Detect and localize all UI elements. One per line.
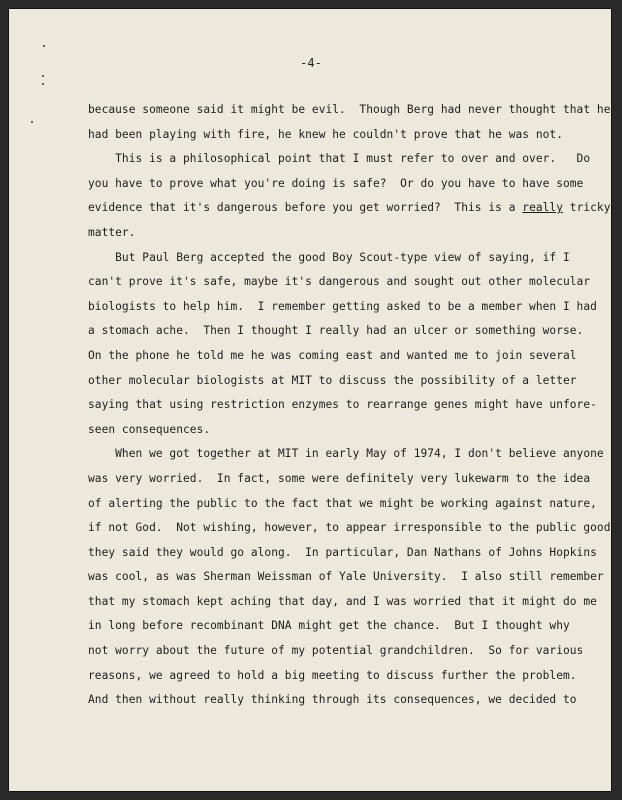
text-line (88, 295, 597, 320)
text-line (88, 442, 604, 467)
text-line (88, 467, 591, 492)
margin-mark (43, 45, 45, 47)
text-line (88, 344, 577, 369)
text-segment: in long before recombinant DNA might get the chance. But I thought why (88, 619, 570, 633)
text-segment: they said they would go along. In particular, Dan Nathans of Johns Hopkins (88, 545, 597, 559)
text-line (88, 614, 570, 639)
text-segment: was very worried. In fact, some were definitely very lukewarm to the idea (88, 471, 591, 485)
text-segment: When we got together at MIT in early May of 1974, I don't believe anyone (88, 447, 604, 461)
text-line (88, 492, 597, 517)
text-segment: can't prove it's safe, maybe it's dangerous and sought out other molecular (88, 275, 591, 289)
text-line (88, 196, 611, 221)
text-segment: evidence that it's dangerous before you get worried? This is a (88, 201, 523, 215)
text-segment: because someone said it might be evil. Though Berg had never thought that he (88, 103, 611, 116)
text-segment: This is a philosophical point that I must refer to over and over. Do (88, 152, 591, 166)
text-segment: And then without really thinking through its consequences, we decided to (88, 693, 577, 707)
text-segment: matter. (88, 225, 136, 239)
text-line (88, 369, 577, 394)
page-number: -4- (300, 56, 322, 70)
text-line (88, 319, 584, 344)
text-line (88, 541, 597, 566)
text-segment: saying that using restriction enzymes to rearrange genes might have unfore- (88, 398, 597, 412)
margin-mark (42, 83, 44, 85)
text-segment: biologists to help him. I remember getting asked to be a member when I had (88, 299, 597, 313)
body-text (88, 98, 611, 713)
text-segment: other molecular biologists at MIT to discuss the possibility of a letter (88, 373, 577, 387)
text-line (88, 123, 563, 148)
text-segment: was cool, as was Sherman Weissman of Yale University. I also still remember (88, 570, 604, 584)
text-segment: reasons, we agreed to hold a big meeting to discuss further the problem. (88, 668, 577, 682)
text-segment: of alerting the public to the fact that we might be working against nature, (88, 496, 597, 510)
text-segment: that my stomach kept aching that day, and I was worried that it might do me (88, 594, 597, 608)
text-line (88, 664, 577, 689)
text-line (88, 172, 584, 197)
margin-mark (42, 75, 44, 77)
text-line (88, 246, 570, 271)
text-line (88, 418, 558, 443)
text-line (88, 98, 611, 123)
text-line (88, 639, 584, 664)
text-line (88, 270, 591, 295)
text-line (88, 393, 597, 418)
text-segment: a stomach ache. Then I thought I really had an ulcer or something worse. (88, 324, 584, 338)
text-segment: But Paul Berg accepted the good Boy Scout-type view of saying, if I (88, 250, 570, 264)
margin-mark (31, 121, 33, 123)
text-segment: On the phone he told me he was coming east and wanted me to join several (88, 348, 577, 362)
text-segment: seen consequences. (88, 422, 211, 436)
text-line (88, 590, 597, 615)
text-segment: had been playing with fire, he knew he couldn't prove that he was not. (88, 127, 563, 141)
text-segment: you have to prove what you're doing is safe? Or do you have to have some (88, 176, 584, 190)
text-segment: if not God. Not wishing, however, to appear irresponsible to the public good (88, 521, 611, 535)
text-line (88, 221, 558, 246)
text-line (88, 147, 591, 172)
text-segment: tricky (563, 201, 611, 215)
text-line (88, 565, 604, 590)
text-segment: not worry about the future of my potential grandchildren. So for various (88, 644, 584, 658)
text-line (88, 516, 611, 541)
text-line (88, 688, 577, 713)
underlined-word: really (522, 201, 563, 215)
